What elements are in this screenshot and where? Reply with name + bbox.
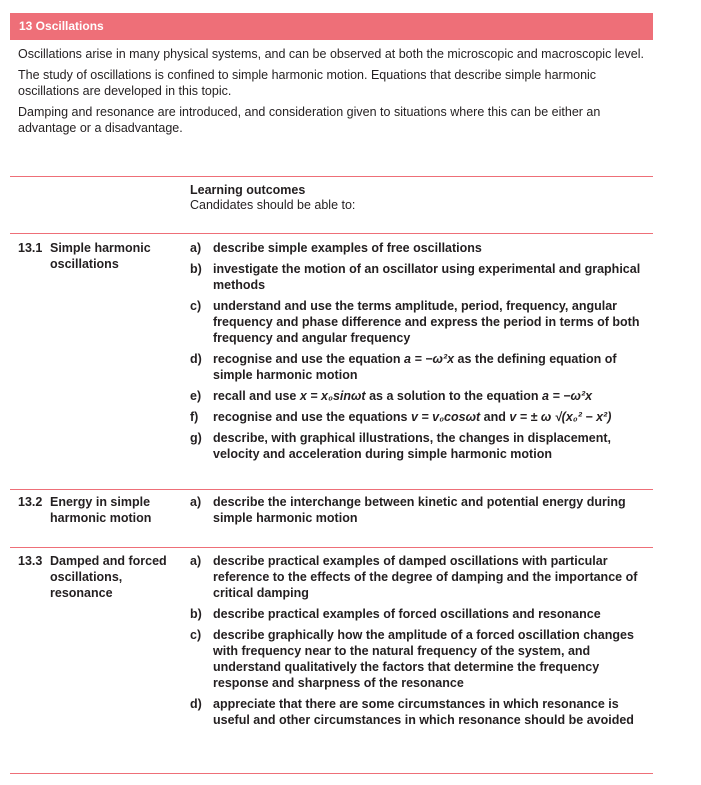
outcome-item [190,494,650,526]
equation: a = −ω²x [542,389,593,403]
learning-outcomes-subtitle: Candidates should be able to: [190,198,356,212]
outcome-item [190,606,650,622]
equation: a = −ω²x [404,352,455,366]
section-title: 13 Oscillations [19,19,104,33]
item-letter: e) [190,389,202,403]
outcome-item [190,409,650,425]
section-header-bar [10,13,653,40]
item-letter: a) [190,241,202,255]
outcome-item [190,298,650,346]
item-text: understand and use the terms amplitude, period, frequency, angular frequency and phase difference and express the period in terms of both frequency and angular frequency [213,299,640,345]
item-text: describe, with graphical illustrations, the changes in displacement, velocity and acceleration during simple harmonic motion [213,431,612,461]
item-letter: c) [190,628,202,642]
item-letter: f) [190,410,199,424]
outcome-list [190,494,650,531]
outcome-item [190,627,650,691]
item-text: appreciate that there are some circumstances in which resonance is useful and other circumstances in which resonance should be avoided [213,697,634,727]
section-number: 13.1 [18,241,43,255]
section-number: 13.3 [18,554,43,568]
item-letter: b) [190,607,202,621]
outcome-item [190,261,650,293]
outcome-item [190,430,650,462]
item-text: describe graphically how the amplitude of a forced oscillation changes with frequency near to the natural frequency of the system, and understand qualitatively the factors that determine the frequency response and sharpness of the resonance [213,628,634,690]
item-text: as a solution to the equation [365,389,543,403]
divider [10,547,653,548]
outcome-item [190,696,650,728]
outcome-item [190,240,650,256]
equation: v = ± ω √(x₀² − x²) [509,410,612,424]
item-letter: b) [190,262,202,276]
outcome-item [190,553,650,601]
divider [10,233,653,234]
item-text: as the defining equation of simple harmonic motion [213,352,617,382]
item-letter: c) [190,299,202,313]
outcome-item [190,388,650,404]
item-letter: g) [190,431,202,445]
item-text: investigate the motion of an oscillator using experimental and graphical methods [213,262,641,292]
item-letter: a) [190,495,202,509]
outcome-item [190,351,650,383]
equation: x = x₀sinωt [299,389,366,403]
item-text: recognise and use the equation [213,352,405,366]
item-letter: d) [190,352,202,366]
learning-outcomes-heading [190,183,355,213]
section-number: 13.2 [18,495,43,509]
section-name: Simple harmonic oscillations [50,241,151,271]
intro-paragraph-3: Damping and resonance are introduced, and consideration given to situations where this can be either an advantage or a disadvantage. [18,105,601,135]
item-text: recall and use [213,389,300,403]
item-letter: d) [190,697,202,711]
section-name: Energy in simple harmonic motion [50,495,152,525]
divider [10,489,653,490]
section-name: Damped and forced oscillations, resonance [50,554,167,600]
intro-text [18,46,648,141]
intro-paragraph-2: The study of oscillations is confined to simple harmonic motion. Equations that describe simple harmonic oscillations are developed in this topic. [18,68,597,98]
item-text: describe practical examples of forced oscillations and resonance [213,607,601,621]
item-text: recognise and use the equations [213,410,411,424]
item-letter: a) [190,554,202,568]
divider [10,773,653,774]
item-text: describe simple examples of free oscillations [213,241,482,255]
item-text: describe the interchange between kinetic and potential energy during simple harmonic motion [213,495,626,525]
learning-outcomes-title: Learning outcomes [190,183,306,197]
item-text: and [480,410,510,424]
outcome-list [190,553,650,733]
equation: v = v₀cosωt [410,410,481,424]
intro-paragraph-1: Oscillations arise in many physical systems, and can be observed at both the microscopic and macroscopic level. [18,47,644,61]
divider [10,176,653,177]
item-text: describe practical examples of damped oscillations with particular reference to the effects of the degree of damping and the importance of critical damping [213,554,638,600]
outcome-list [190,240,650,467]
